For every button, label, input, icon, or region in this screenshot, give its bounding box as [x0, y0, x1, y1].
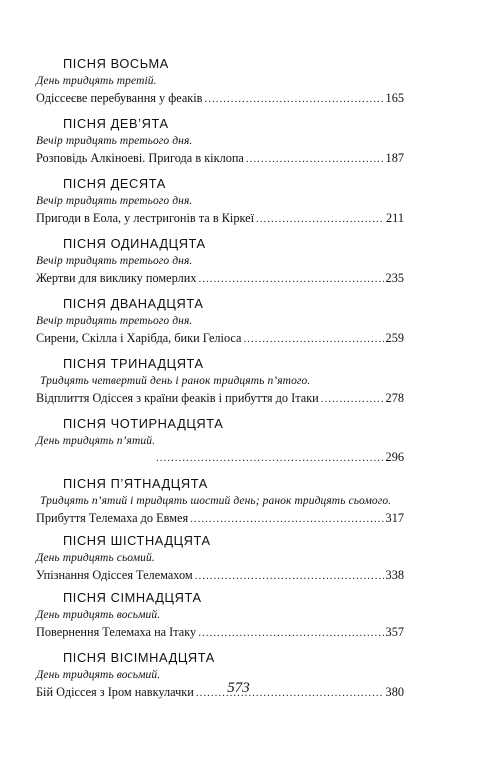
- entry-title: Повернення Телемаха на Ітаку: [36, 625, 197, 639]
- toc-section: [36, 532, 404, 589]
- song-subtitle: Тридцять четвертий день і ранок тридцять п’ятого.: [40, 375, 311, 387]
- toc-entry: [36, 150, 404, 167]
- toc-section: [36, 295, 404, 355]
- song-subtitle: Вечір тридцять третього дня.: [36, 315, 193, 327]
- toc-entry: [36, 390, 404, 407]
- entry-page-number: 235: [385, 271, 404, 285]
- toc-entry: [36, 270, 404, 287]
- entry-page-number: 357: [385, 625, 404, 639]
- song-heading: ПІСНЯ СІМНАДЦЯТА: [63, 590, 202, 605]
- dot-leader: [205, 91, 384, 107]
- toc-entry: [36, 510, 404, 527]
- toc-section: [36, 355, 404, 415]
- toc-entry: [36, 330, 404, 347]
- entry-title: Сирени, Скілла і Харібда, бики Геліоса: [36, 331, 242, 345]
- entry-page-number: 296: [385, 450, 404, 464]
- entry-title: Упізнання Одіссея Телемахом: [36, 568, 193, 582]
- song-subtitle: День тридцять восьмий.: [36, 609, 161, 621]
- toc-entry: [36, 449, 404, 466]
- song-heading: ПІСНЯ ТРИНАДЦЯТА: [63, 356, 204, 371]
- entry-page-number: 259: [385, 331, 404, 345]
- entry-title: Пригоди в Еола, у лестригонів та в Кіркеї: [36, 211, 255, 225]
- song-heading: ПІСНЯ П’ЯТНАДЦЯТА: [63, 476, 208, 491]
- entry-page-number: 211: [386, 211, 404, 225]
- entry-title: Бій Одіссея з Іром навкулачки: [36, 685, 194, 699]
- dot-leader: [156, 450, 384, 466]
- entry-title: Прибуття Телемаха до Евмея: [36, 511, 189, 525]
- dot-leader: [190, 511, 383, 527]
- song-heading: ПІСНЯ ЧОТИРНАДЦЯТА: [63, 416, 224, 431]
- page-number: 573: [227, 680, 250, 696]
- song-heading: ПІСНЯ ДЕСЯТА: [63, 176, 166, 191]
- song-heading: ПІСНЯ ОДИНАДЦЯТА: [63, 236, 206, 251]
- song-subtitle: День тридцять восьмий.: [36, 669, 161, 681]
- song-subtitle: Тридцять п’ятий і тридцять шостий день; ранок тридцять сьомого.: [40, 495, 392, 507]
- entry-page-number: 278: [385, 391, 404, 405]
- song-heading: ПІСНЯ ВІСІМНАДЦЯТА: [63, 650, 215, 665]
- table-of-contents: [36, 55, 404, 709]
- toc-section: [36, 589, 404, 649]
- song-subtitle: Вечір тридцять третього дня.: [36, 195, 193, 207]
- entry-title: Жертви для виклику померлих: [36, 271, 197, 285]
- entry-title: Розповідь Алкінoеві. Пригода в кіклопа: [36, 151, 244, 165]
- dot-leader: [195, 568, 384, 584]
- toc-entry: [36, 624, 404, 641]
- song-subtitle: Вечір тридцять третього дня.: [36, 255, 193, 267]
- toc-section: [36, 175, 404, 235]
- entry-title: Відплиття Одіссея з країни феаків і прибуття до Ітаки: [36, 391, 319, 405]
- song-subtitle: День тридцять сьомий.: [36, 552, 155, 564]
- entry-page-number: 317: [385, 511, 404, 525]
- dot-leader: [243, 331, 383, 347]
- dot-leader: [246, 151, 384, 167]
- entry-title: Одіссеєве перебування у феаків: [36, 91, 203, 105]
- dot-leader: [198, 271, 383, 287]
- entry-page-number: 380: [385, 685, 404, 699]
- toc-entry: [36, 567, 404, 584]
- dot-leader: [198, 625, 383, 641]
- song-subtitle: День тридцять п’ятий.: [36, 435, 156, 447]
- entry-page-number: 187: [385, 151, 404, 165]
- entry-page-number: 165: [385, 91, 404, 105]
- song-subtitle: Вечір тридцять третього дня.: [36, 135, 193, 147]
- song-heading: ПІСНЯ ВОСЬМА: [63, 56, 169, 71]
- song-heading: ПІСНЯ ДЕВ’ЯТА: [63, 116, 169, 131]
- toc-entry: [36, 210, 404, 227]
- toc-section: [36, 115, 404, 175]
- song-heading: ПІСНЯ ШІСТНАДЦЯТА: [63, 533, 211, 548]
- dot-leader: [256, 211, 384, 227]
- song-subtitle: День тридцять третій.: [36, 75, 157, 87]
- toc-section: [36, 475, 404, 532]
- toc-section: [36, 649, 404, 709]
- dot-leader: [321, 391, 384, 407]
- toc-section: [36, 55, 404, 115]
- toc-entry: [36, 90, 404, 107]
- entry-page-number: 338: [385, 568, 404, 582]
- toc-section: [36, 235, 404, 295]
- toc-section: [36, 415, 404, 475]
- song-heading: ПІСНЯ ДВАНАДЦЯТА: [63, 296, 204, 311]
